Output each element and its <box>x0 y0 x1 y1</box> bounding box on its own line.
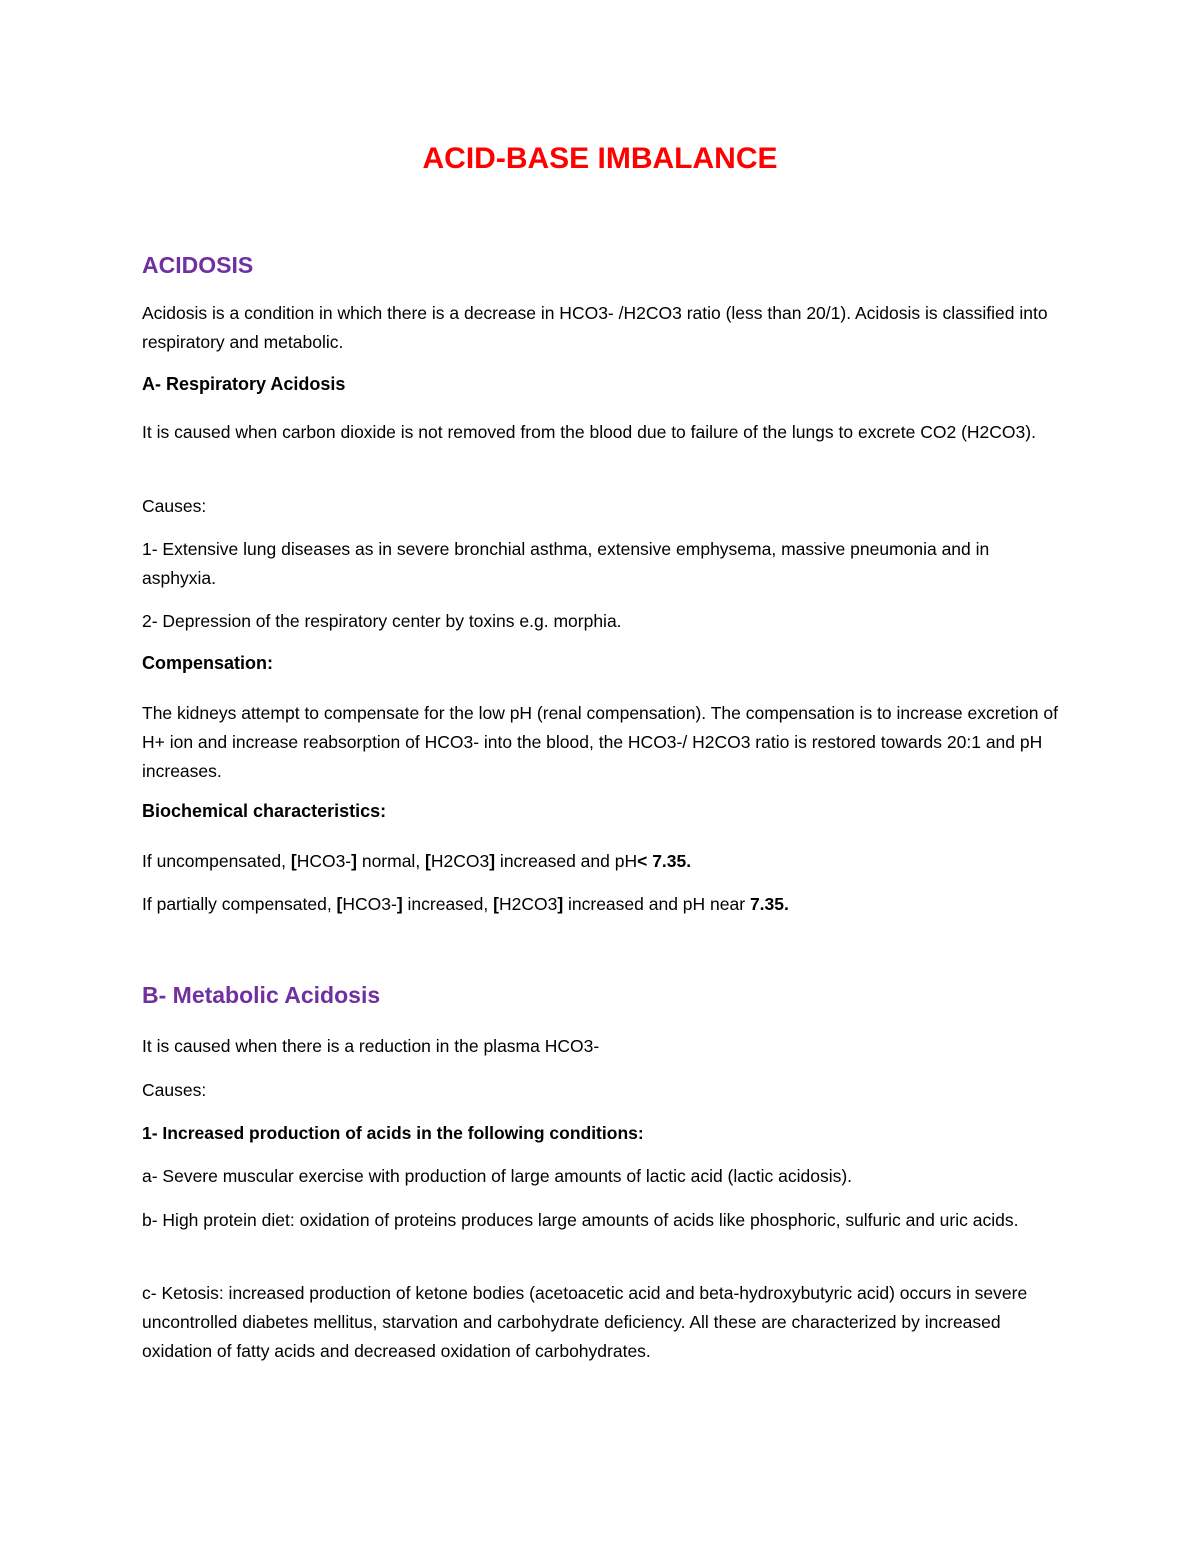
metabolic-acidosis-heading: B- Metabolic Acidosis <box>142 982 381 1008</box>
respiratory-cause-2: 2- Depression of the respiratory center by toxins e.g. morphia. <box>142 611 622 631</box>
metabolic-cause-a: a- Severe muscular exercise with production of large amounts of lactic acid (lactic acidosis). <box>142 1166 853 1186</box>
respiratory-acidosis-heading: A- Respiratory Acidosis <box>142 374 346 394</box>
metabolic-cause-c: c- Ketosis: increased production of ketone bodies (acetoacetic acid and beta-hydroxybutyric acid) occurs in severe uncontrolled diabetes mellitus, starvation and carbohydrate deficiency. All these are characterized by increased oxidation of fatty acids and decreased oxidation of carbohydrates. <box>142 1283 1028 1361</box>
metabolic-causes-label: Causes: <box>142 1080 207 1100</box>
respiratory-causes-label: Causes: <box>142 496 207 516</box>
respiratory-acidosis-definition: It is caused when carbon dioxide is not removed from the blood due to failure of the lungs to excrete CO2 (H2CO3). <box>142 422 1036 442</box>
metabolic-cause-b: b- High protein diet: oxidation of proteins produces large amounts of acids like phosphoric, sulfuric and uric acids. <box>142 1210 1019 1230</box>
acidosis-intro-paragraph: Acidosis is a condition in which there is a decrease in HCO3- /H2CO3 ratio (less than 20/1). Acidosis is classified into respiratory and metabolic. <box>142 303 1048 352</box>
respiratory-cause-1: 1- Extensive lung diseases as in severe bronchial asthma, extensive emphysema, massive pneumonia and in asphyxia. <box>142 539 990 588</box>
document-title: ACID-BASE IMBALANCE <box>422 142 778 175</box>
metabolic-acidosis-definition: It is caused when there is a reduction in the plasma HCO3- <box>142 1036 600 1056</box>
section-heading-acidosis: ACIDOSIS <box>142 252 254 278</box>
compensation-paragraph: The kidneys attempt to compensate for the low pH (renal compensation). The compensation is to increase excretion of H+ ion and increase reabsorption of HCO3- into the blood, the HCO3-/ H2CO3 ratio is restored towards 20:1 and pH increases. <box>142 703 1058 781</box>
biochemical-characteristics-heading: Biochemical characteristics: <box>142 801 387 821</box>
metabolic-cause-1-heading: 1- Increased production of acids in the following conditions: <box>142 1123 644 1143</box>
compensation-heading: Compensation: <box>142 653 274 673</box>
biochemical-line-uncompensated: If uncompensated, [HCO3-] normal, [H2CO3] increased and pH< 7.35. <box>142 851 692 871</box>
biochemical-line-partially-compensated: If partially compensated, [HCO3-] increased, [H2CO3] increased and pH near 7.35. <box>142 894 789 914</box>
